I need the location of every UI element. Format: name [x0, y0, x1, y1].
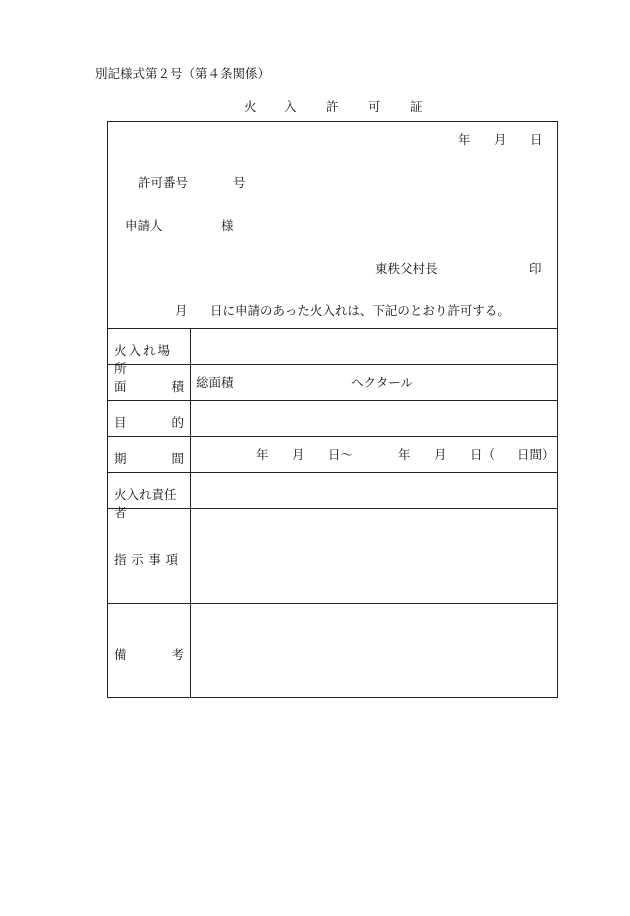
title-char: 入 — [284, 99, 297, 114]
divider — [107, 472, 558, 473]
title-char: 可 — [368, 99, 381, 114]
permit-number-suffix: 号 — [233, 175, 246, 190]
title-char: 証 — [410, 99, 423, 114]
divider — [107, 603, 558, 604]
title-char: 許 — [326, 99, 339, 114]
responsible-label — [114, 485, 184, 521]
purpose-label — [114, 413, 184, 431]
instructions-label-char: 示 — [131, 552, 144, 567]
purpose-label-char: 的 — [171, 415, 184, 430]
permit-number-label: 許可番号 — [138, 175, 189, 190]
date-day: 日 — [530, 132, 543, 147]
applicant-honorific: 様 — [221, 218, 234, 233]
location-label — [114, 341, 184, 377]
issuer-name: 東秩父村長 — [375, 261, 438, 276]
period-end-month: 月 — [434, 447, 447, 462]
instructions-label-char: 指 — [114, 552, 127, 567]
permission-statement: 日に申請のあった火入れは、下記のとおり許可する。 — [210, 303, 510, 318]
responsible-field[interactable] — [192, 474, 556, 507]
divider — [107, 400, 558, 401]
period-start-month: 月 — [292, 447, 305, 462]
remarks-label — [114, 645, 184, 663]
instructions-label-char: 事 — [148, 552, 161, 567]
location-label-text: 火入れ場所 — [114, 343, 173, 376]
title-char: 火 — [244, 99, 257, 114]
total-area-label: 総面積 — [196, 375, 234, 390]
period-label-char: 間 — [171, 451, 184, 466]
seal-mark: 印 — [529, 261, 542, 276]
area-unit: ヘクタール — [351, 375, 414, 390]
period-label-char: 期 — [114, 451, 127, 466]
date-year: 年 — [458, 132, 471, 147]
divider — [107, 436, 558, 437]
remarks-label-char: 考 — [171, 647, 184, 662]
period-start-day: 日〜 — [328, 447, 354, 462]
period-duration: 日間） — [517, 447, 555, 462]
purpose-field[interactable] — [192, 402, 556, 435]
instructions-label-char: 項 — [165, 552, 178, 567]
purpose-label-char: 目 — [114, 415, 127, 430]
column-divider — [190, 328, 191, 698]
instructions-label — [114, 550, 178, 568]
divider — [107, 328, 558, 329]
area-label-char: 積 — [171, 379, 184, 394]
applicant-label: 申請人 — [125, 218, 163, 233]
area-label-char: 面 — [114, 379, 127, 394]
remarks-field[interactable] — [192, 605, 556, 697]
statement-month: 月 — [175, 303, 188, 318]
instructions-field[interactable] — [192, 510, 556, 602]
responsible-label-text: 火入れ責任者 — [114, 487, 177, 520]
period-end-day: 日（ — [470, 447, 496, 462]
area-label — [114, 377, 184, 395]
location-field[interactable] — [192, 330, 556, 363]
period-end-year: 年 — [398, 447, 411, 462]
date-month: 月 — [494, 132, 507, 147]
period-start-year: 年 — [256, 447, 269, 462]
form-number-label: 別記様式第２号（第４条関係） — [95, 66, 271, 81]
period-label — [114, 449, 184, 467]
remarks-label-char: 備 — [114, 647, 127, 662]
